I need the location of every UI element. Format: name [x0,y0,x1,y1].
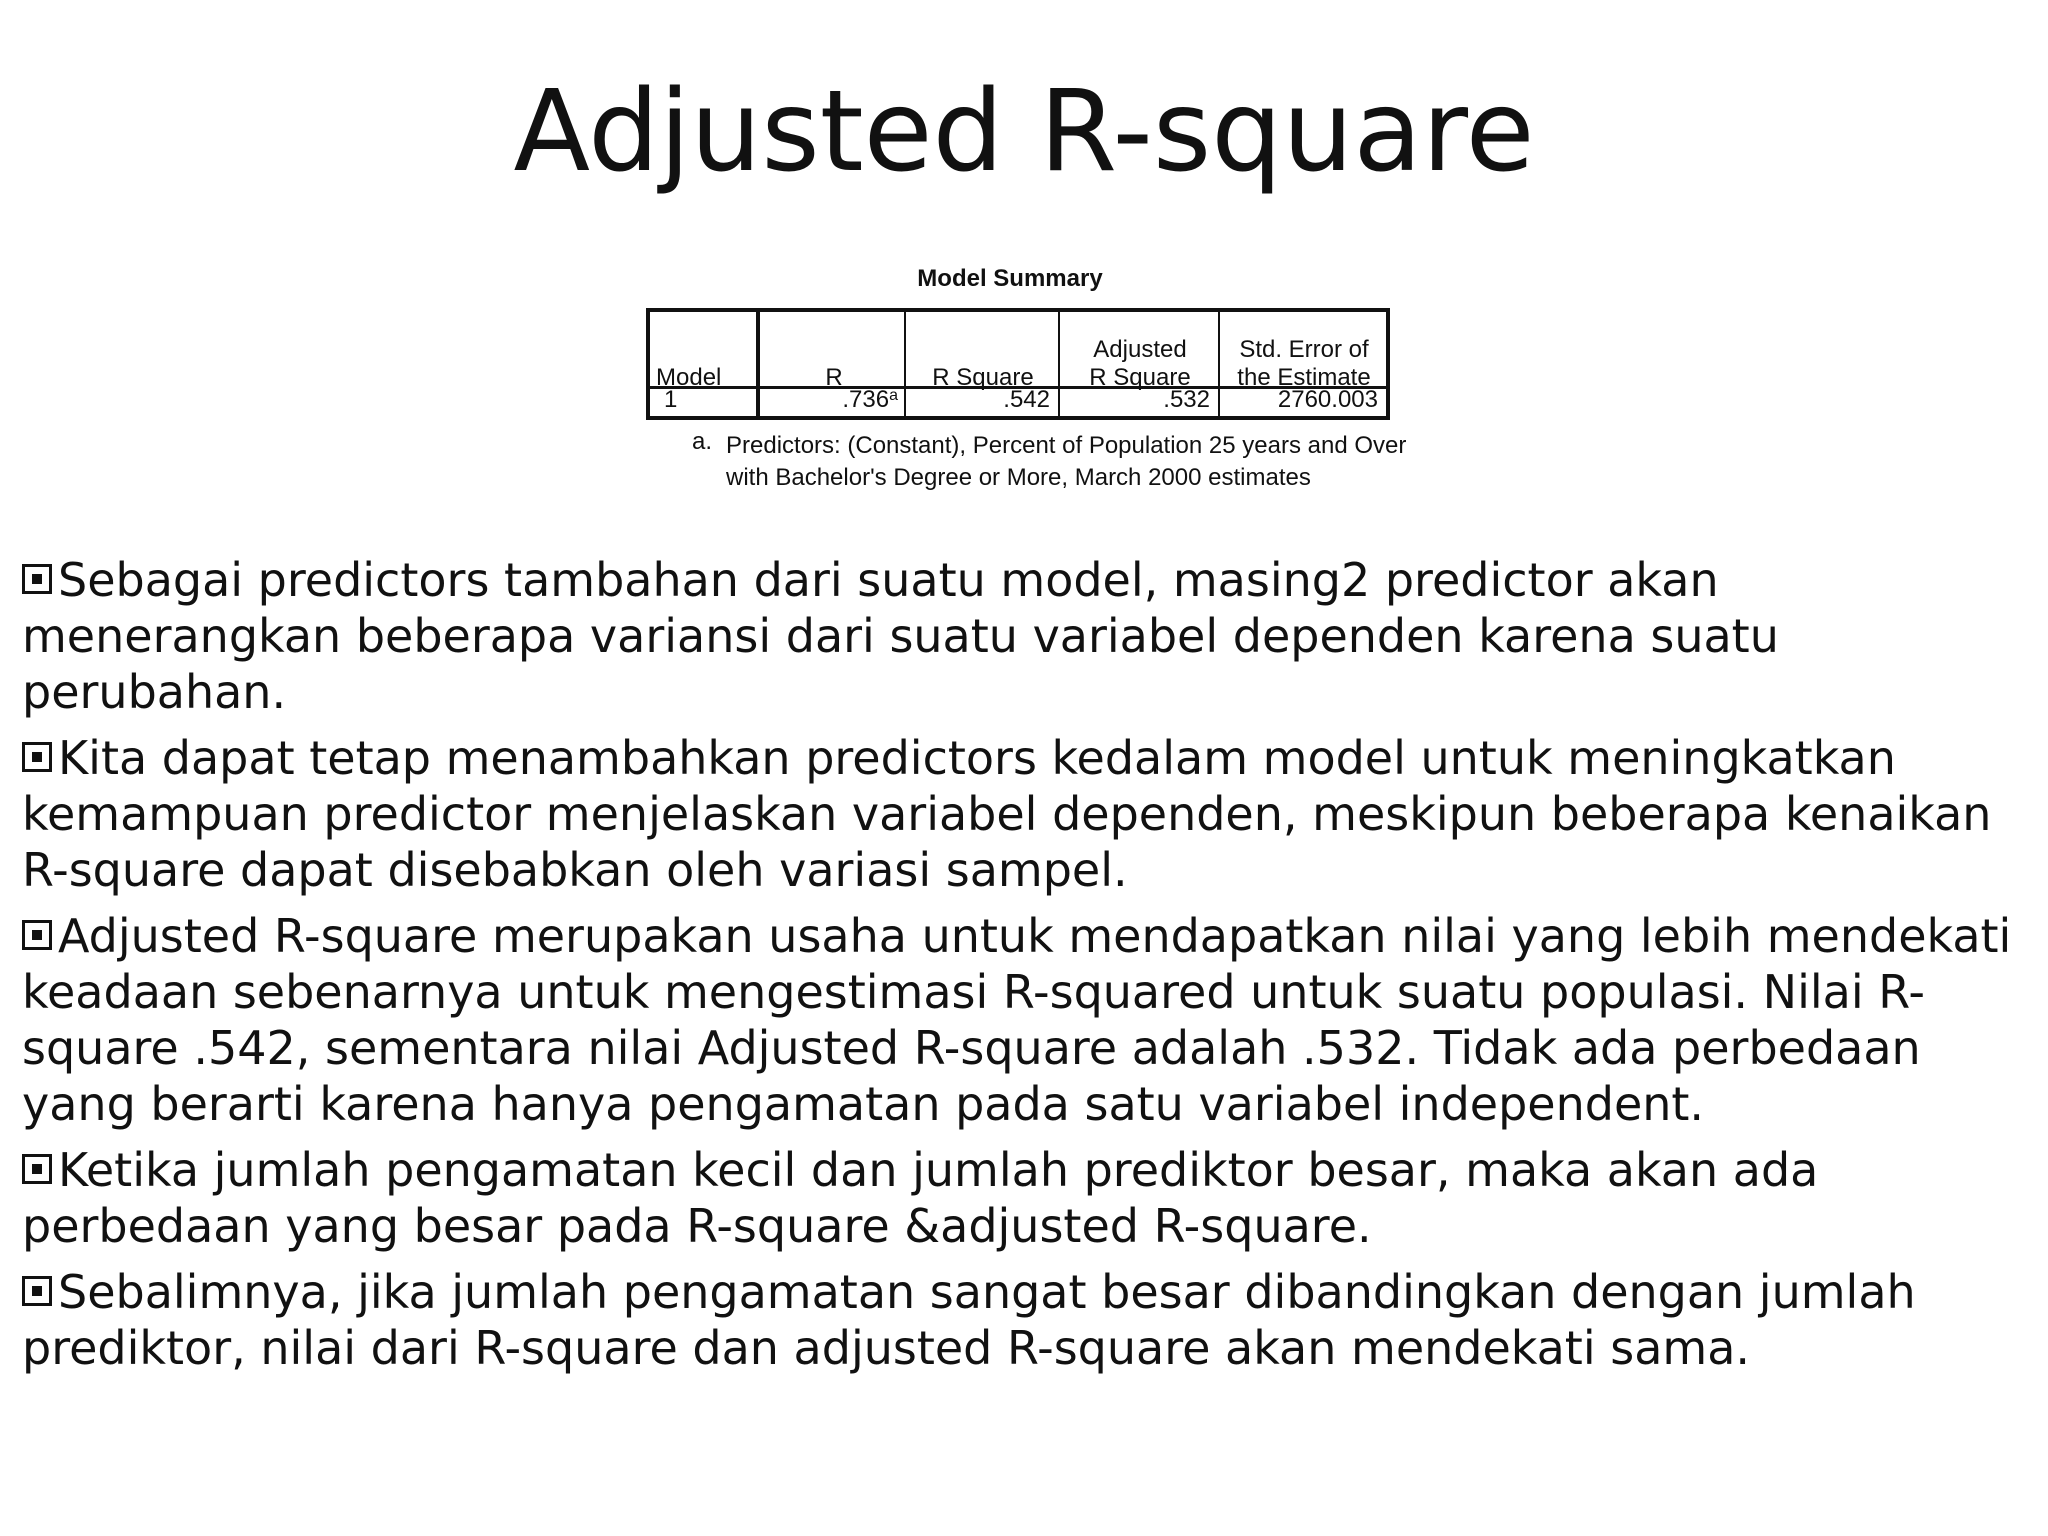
header-std-error [1220,320,1388,392]
bullet-item [22,552,2022,720]
table-caption: Model Summary [917,265,1103,292]
header-r [760,320,908,392]
header-r-label: R [825,364,843,391]
column-r-square [904,312,1060,416]
column-std-error [1218,312,1388,416]
header-adjusted-line2: R Square [1089,364,1191,391]
bullet-text: Sebagai predictors tambahan dari suatu model, masing2 predictor akan menerangkan beberapa variansi dari suatu variabel dependen karena suatu perubahan. [22,553,1779,719]
header-r-square-label: R Square [932,364,1034,391]
header-adjusted-r-square [1060,320,1220,392]
footnote-marker: a. [692,428,713,455]
square-dot-bullet-icon [22,1154,52,1184]
bullet-text: Adjusted R-square merupakan usaha untuk mendapatkan nilai yang lebih mendekati keadaan sebenarnya untuk mengestimasi R-squared untuk suatu populasi. Nilai R-square .542, sementara nilai Adjusted R-square adalah .532. Tidak ada perbedaan yang berarti karena hanya pengamatan pada satu variabel independent. [22,909,2012,1131]
cell-adjusted-r-square: .532 [1163,386,1210,413]
cell-r-superscript: a [889,387,898,404]
header-model-label: Model [656,364,722,391]
bullet-item [22,908,2022,1132]
cell-r [760,386,908,418]
cell-r-square: .542 [1003,386,1050,413]
bullet-text: Kita dapat tetap menambahkan predictors kedalam model untuk meningkatkan kemampuan predictor menjelaskan variabel dependen, meskipun beberapa kenaikan R-square dapat disebabkan oleh variasi sampel. [22,731,1992,897]
footnote-text: Predictors: (Constant), Percent of Population 25 years and Over with Bachelor's Degree or More, March 2000 estimates [726,432,1407,491]
square-dot-bullet-icon [22,742,52,772]
header-std-error-line2: the Estimate [1237,364,1371,391]
bullet-list [22,552,2022,1386]
slide-title: Adjusted R-square [513,67,1535,197]
header-r-square [906,320,1060,392]
column-adjusted-r-square [1058,312,1220,416]
square-dot-bullet-icon [22,564,52,594]
column-model [650,312,756,416]
cell-r-value: .736 [842,386,890,413]
square-dot-bullet-icon [22,1276,52,1306]
header-model [650,320,756,392]
bullet-item [22,1142,2022,1254]
model-summary-table [646,308,1390,420]
bullet-item [22,730,2022,898]
cell-model: 1 [664,386,678,413]
bullet-item [22,1264,2022,1376]
bullet-text: Sebalimnya, jika jumlah pengamatan sangat besar dibandingkan dengan jumlah prediktor, nilai dari R-square dan adjusted R-square akan mendekati sama. [22,1265,1916,1375]
header-adjusted-line1: Adjusted [1093,336,1187,363]
column-r [756,312,908,416]
table-footnote [692,430,1412,494]
bullet-text: Ketika jumlah pengamatan kecil dan jumlah prediktor besar, maka akan ada perbedaan yang besar pada R-square &adjusted R-square. [22,1143,1819,1253]
square-dot-bullet-icon [22,920,52,950]
header-std-error-line1: Std. Error of [1239,336,1369,363]
cell-std-error: 2760.003 [1277,386,1378,413]
